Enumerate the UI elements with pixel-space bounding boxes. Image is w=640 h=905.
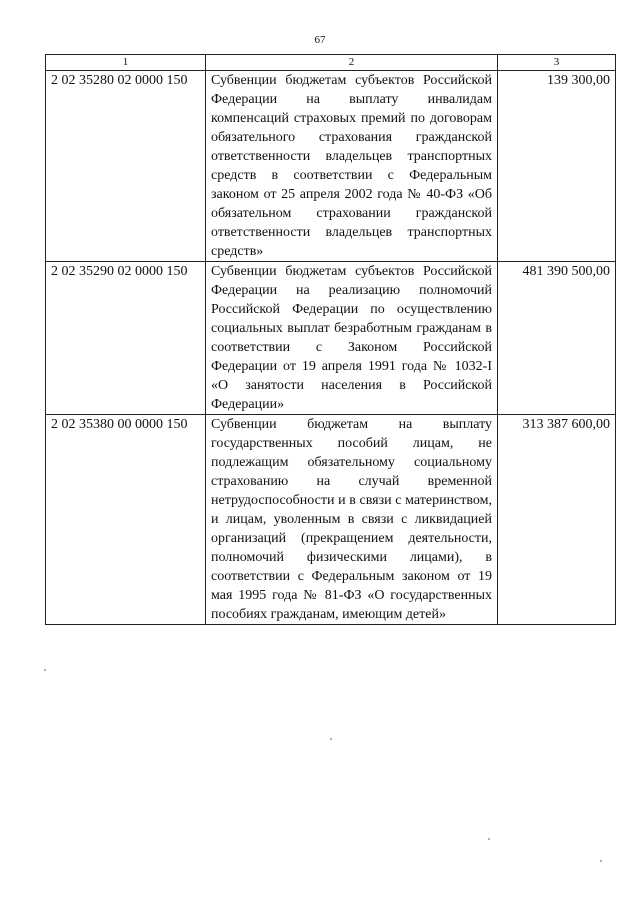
column-header-1: 1	[46, 55, 206, 71]
budget-code-cell: 2 02 35290 02 0000 150	[46, 262, 206, 415]
column-header-2: 2	[206, 55, 498, 71]
table-row	[46, 415, 616, 625]
table-row	[46, 262, 616, 415]
scan-speck	[488, 838, 490, 840]
table-header-row	[46, 55, 616, 71]
scan-speck	[330, 738, 332, 740]
amount-cell: 481 390 500,00	[498, 262, 616, 415]
description-cell: Субвенции бюджетам субъектов Российской Федерации на выплату инвалидам компенсаций страховых премий по договорам обязательного страхования гражданской ответственности владельцев транспортных средств в соответствии с Федеральным законом от 25 апреля 2002 года № 40-ФЗ «Об обязательном страховании гражданской ответственности владельцев транспортных средств»	[206, 71, 498, 262]
budget-code-cell: 2 02 35380 00 0000 150	[46, 415, 206, 625]
scan-speck	[600, 860, 602, 862]
page-number: 67	[314, 34, 326, 46]
description-cell: Субвенции бюджетам на выплату государственных пособий лицам, не подлежащим обязательному социальному страхованию на случай временной нетрудоспособности и в связи с материнством, и лицам, уволенным в связи с ликвидацией организаций (прекращением деятельности, полномочий физическими лицами), в соответствии с Федеральным законом от 19 мая 1995 года № 81-ФЗ «О государственных пособиях гражданам, имеющим детей»	[206, 415, 498, 625]
budget-table	[45, 54, 616, 625]
description-cell: Субвенции бюджетам субъектов Российской Федерации на реализацию полномочий Российской Федерации по осуществлению социальных выплат безработным гражданам в соответствии с Законом Российской Федерации от 19 апреля 1991 года № 1032-I «О занятости населения в Российской Федерации»	[206, 262, 498, 415]
scan-speck	[44, 669, 46, 671]
amount-cell: 313 387 600,00	[498, 415, 616, 625]
column-header-3: 3	[498, 55, 616, 71]
budget-code-cell: 2 02 35280 02 0000 150	[46, 71, 206, 262]
amount-cell: 139 300,00	[498, 71, 616, 262]
table-row	[46, 71, 616, 262]
